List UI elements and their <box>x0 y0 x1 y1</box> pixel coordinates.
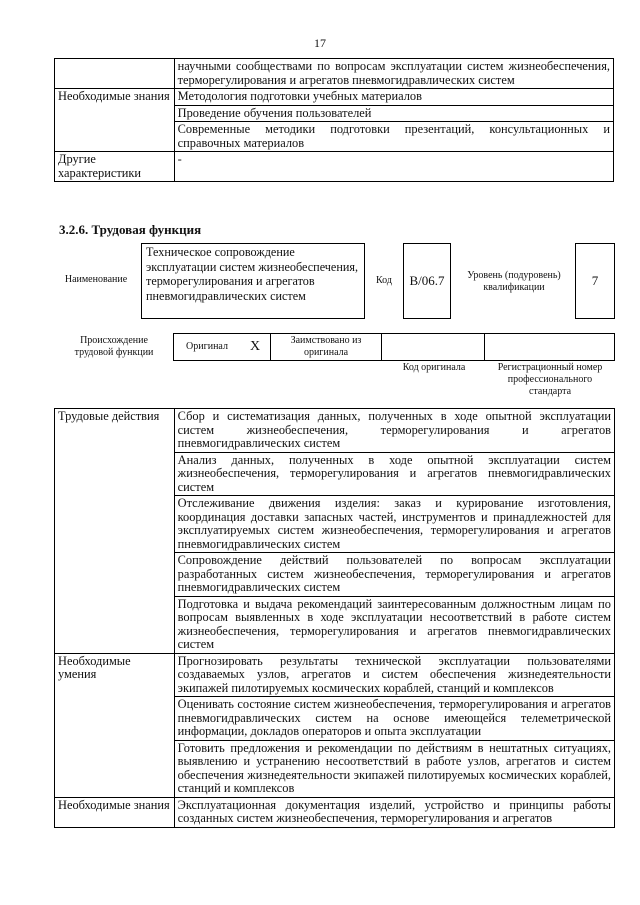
borrowed-label: Заимствовано из оригинала <box>290 335 362 358</box>
origin-divider <box>484 333 485 361</box>
level-value-box <box>575 243 615 319</box>
table-row <box>55 653 615 697</box>
row-value: Оценивать состояние систем жизнеобеспечения, терморегулирования и агрегатов пневмогидравлических систем на основе имеющейся телеметрической информации, докладов операторов и опыта эксплуатации <box>174 697 614 741</box>
row-value: Сбор и систематизация данных, полученных в ходе опытной эксплуатации систем жизнеобеспечения, терморегулирования и агрегатов пневмогидравлических систем <box>174 409 614 453</box>
main-table <box>54 408 615 828</box>
row-label: Другие характеристики <box>55 152 175 182</box>
code-original-label: Код оригинала <box>402 362 466 373</box>
code-value: В/06.7 <box>409 273 445 288</box>
row-label: Необходимые умения <box>55 653 175 797</box>
row-label: Трудовые действия <box>55 409 175 654</box>
row-label: Необходимые знания <box>55 89 175 152</box>
table-row <box>55 152 614 182</box>
name-label: Наименование <box>64 274 128 285</box>
origin-divider <box>270 333 271 361</box>
table-row <box>55 797 615 827</box>
row-value: Современные методики подготовки презентаций, консультационных и справочных материалов <box>174 122 613 152</box>
row-value: Проведение обучения пользователей <box>174 105 613 122</box>
top-table <box>54 58 614 182</box>
code-label: Код <box>376 275 392 286</box>
code-value-box <box>403 243 451 319</box>
origin-divider <box>381 333 382 361</box>
level-value: 7 <box>591 273 599 288</box>
row-value: Отслеживание движения изделия: заказ и курирование изготовления, координация доставки запасных частей, инструментов и принадлежностей для эксплуатируемых систем жизнеобеспечения, терморегулирования и агрегатов пневмогидравлических систем <box>174 496 614 553</box>
origin-label: Происхождение трудовой функции <box>74 335 154 358</box>
section-heading: 3.2.6. Трудовая функция <box>59 222 202 237</box>
origin-box <box>173 333 615 361</box>
table-row <box>55 59 614 89</box>
row-value: Готовить предложения и рекомендации по действиям в нештатных ситуациях, выявлению и устранению несоответствий в работе узлов, агрегатов и систем обеспечения жизнедеятельности экипажей пилотируемых космических кораблей, станций и комплексов <box>174 740 614 797</box>
reg-number-label: Регистрационный номер профессионального стандарта <box>497 362 603 397</box>
row-value: Прогнозировать результаты технической эксплуатации пользователями создаваемых узлов, агрегатов и систем обеспечения жизнедеятельности экипажей пилотируемых космических кораблей, станций и комплексов <box>174 653 614 697</box>
row-label: Необходимые знания <box>55 797 175 827</box>
row-value: Методология подготовки учебных материалов <box>174 89 613 106</box>
row-value: Подготовка и выдача рекомендаций заинтересованным должностным лицам по вопросам выявленных в ходе эксплуатации несоответствий в работе систем жизнеобеспечения, терморегулирования и агрегатов пневмогидравлических систем <box>174 596 614 653</box>
row-value: Анализ данных, полученных в ходе опытной эксплуатации систем жизнеобеспечения, терморегулирования и агрегатов пневмогидравлических систем <box>174 452 614 496</box>
row-value: - <box>174 152 613 182</box>
name-value: Техническое сопровождение эксплуатации систем жизнеобеспечения, терморегулирования и агрегатов пневмогидравлических систем <box>146 245 359 303</box>
row-label <box>55 59 175 89</box>
table-row <box>55 409 615 453</box>
row-value: научными сообществами по вопросам эксплуатации систем жизнеобеспечения, терморегулирования и агрегатов пневмогидравлических систем <box>174 59 613 89</box>
row-value: Сопровождение действий пользователей по вопросам эксплуатации разработанных систем жизнеобеспечения, терморегулирования и агрегатов пневмогидравлических систем <box>174 553 614 597</box>
table-row <box>55 89 614 106</box>
original-label: Оригинал <box>186 341 228 352</box>
row-value: Эксплуатационная документация изделий, устройство и принципы работы созданных систем жизнеобеспечения, терморегулирования и агрегатов <box>174 797 614 827</box>
page-number: 17 <box>314 36 326 50</box>
original-mark: X <box>249 339 261 354</box>
level-label: Уровень (подуровень) квалификации <box>467 270 561 293</box>
name-value-box <box>141 243 365 319</box>
